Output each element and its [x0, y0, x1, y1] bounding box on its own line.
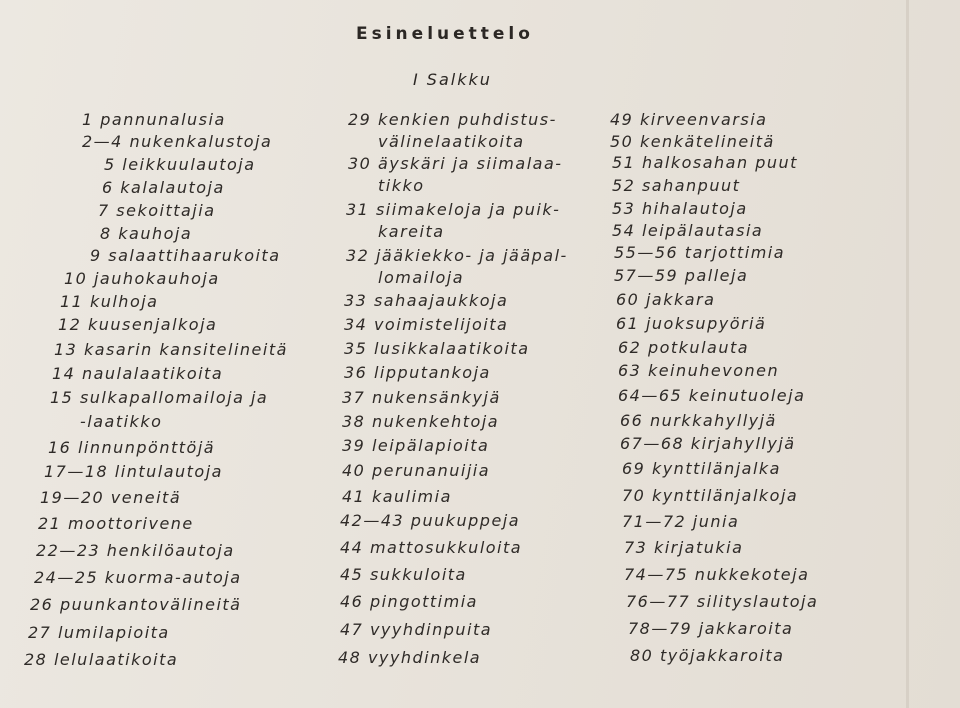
catalogue-entry: 35 lusikkalaatikoita	[344, 339, 530, 358]
catalogue-entry: 27 lumilapioita	[28, 623, 170, 642]
section-subtitle: I Salkku	[413, 70, 492, 89]
catalogue-entry: 80 työjakkaroita	[630, 646, 785, 665]
catalogue-entry: 24—25 kuorma-autoja	[34, 568, 242, 587]
catalogue-entry: 62 potkulauta	[618, 338, 750, 357]
catalogue-entry: 51 halkosahan puut	[612, 153, 798, 172]
catalogue-entry: 70 kynttilänjalkoja	[622, 486, 799, 505]
catalogue-entry: 34 voimistelijoita	[344, 315, 509, 334]
catalogue-entry: 2—4 nukenkalustoja	[82, 132, 273, 151]
catalogue-entry: 21 moottorivene	[38, 514, 194, 533]
catalogue-entry: 37 nukensänkyjä	[342, 388, 501, 407]
catalogue-entry: tikko	[378, 176, 425, 195]
page-fold-shadow	[906, 0, 909, 708]
catalogue-entry: 39 leipälapioita	[342, 436, 490, 455]
catalogue-entry: 13 kasarin kansitelineitä	[54, 340, 288, 359]
catalogue-entry: 1 pannunalusia	[82, 110, 226, 129]
catalogue-entry: 7 sekoittajia	[98, 201, 216, 220]
catalogue-entry: 6 kalalautoja	[102, 178, 225, 197]
catalogue-entry: 49 kirveenvarsia	[610, 110, 768, 129]
catalogue-entry: 57—59 palleja	[614, 266, 749, 285]
catalogue-entry: 60 jakkara	[616, 290, 716, 309]
catalogue-entry: 44 mattosukkuloita	[340, 538, 523, 557]
catalogue-entry: 28 lelulaatikoita	[24, 650, 179, 669]
catalogue-entry: 52 sahanpuut	[612, 176, 741, 195]
catalogue-entry: 74—75 nukkekoteja	[624, 565, 810, 584]
catalogue-entry: 29 kenkien puhdistus-	[348, 110, 557, 129]
catalogue-entry: 8 kauhoja	[100, 224, 193, 243]
catalogue-entry: 19—20 veneitä	[40, 488, 182, 507]
catalogue-entry: 78—79 jakkaroita	[628, 619, 794, 638]
catalogue-entry: lomailoja	[378, 268, 465, 287]
catalogue-entry: 66 nurkkahyllyjä	[620, 411, 777, 430]
catalogue-entry: 5 leikkuulautoja	[104, 155, 256, 174]
catalogue-entry: 22—23 henkilöautoja	[36, 541, 235, 560]
catalogue-entry: 12 kuusenjalkoja	[58, 315, 218, 334]
catalogue-entry: 46 pingottimia	[340, 592, 478, 611]
catalogue-entry: 64—65 keinutuoleja	[618, 386, 806, 405]
catalogue-entry: 61 juoksupyöriä	[616, 314, 767, 333]
catalogue-entry: 47 vyyhdinpuita	[340, 620, 493, 639]
catalogue-entry: 63 keinuhevonen	[618, 361, 780, 380]
catalogue-entry: 32 jääkiekko- ja jääpal-	[346, 246, 568, 265]
catalogue-entry: 26 puunkantovälineitä	[30, 595, 242, 614]
catalogue-entry: 40 perunanuijia	[342, 461, 491, 480]
catalogue-entry: 17—18 lintulautoja	[44, 462, 223, 481]
catalogue-entry: 48 vyyhdinkela	[338, 648, 482, 667]
catalogue-entry: 55—56 tarjottimia	[614, 243, 786, 262]
catalogue-entry: välinelaatikoita	[378, 132, 525, 151]
catalogue-entry: 76—77 silityslautoja	[626, 592, 819, 611]
catalogue-entry: 11 kulhoja	[60, 292, 159, 311]
catalogue-entry: 9 salaattihaarukoita	[90, 246, 281, 265]
catalogue-entry: 71—72 junia	[622, 512, 740, 531]
page-title: Esineluettelo	[356, 24, 534, 44]
catalogue-entry: 38 nukenkehtoja	[342, 412, 500, 431]
catalogue-entry: 67—68 kirjahyllyjä	[620, 434, 796, 453]
catalogue-entry: kareita	[378, 222, 445, 241]
catalogue-entry: 54 leipälautasia	[612, 221, 764, 240]
catalogue-entry: 42—43 puukuppeja	[340, 511, 521, 530]
catalogue-entry: 50 kenkätelineitä	[610, 132, 775, 151]
catalogue-entry: 73 kirjatukia	[624, 538, 744, 557]
catalogue-entry: 45 sukkuloita	[340, 565, 467, 584]
catalogue-entry: 15 sulkapallomailoja ja	[50, 388, 269, 407]
catalogue-entry: 14 naulalaatikoita	[52, 364, 224, 383]
catalogue-entry: 53 hihalautoja	[612, 199, 748, 218]
catalogue-entry: 33 sahaajaukkoja	[344, 291, 509, 310]
catalogue-entry: 36 lipputankoja	[344, 363, 491, 382]
catalogue-entry: 10 jauhokauhoja	[64, 269, 220, 288]
catalogue-entry: 31 siimakeloja ja puik-	[346, 200, 561, 219]
catalogue-entry: 69 kynttilänjalka	[622, 459, 781, 478]
catalogue-entry: 16 linnunpönttöjä	[48, 438, 216, 457]
catalogue-entry: 30 äyskäri ja siimalaa-	[348, 154, 563, 173]
catalogue-entry: -laatikko	[80, 412, 163, 431]
catalogue-entry: 41 kaulimia	[342, 487, 452, 506]
